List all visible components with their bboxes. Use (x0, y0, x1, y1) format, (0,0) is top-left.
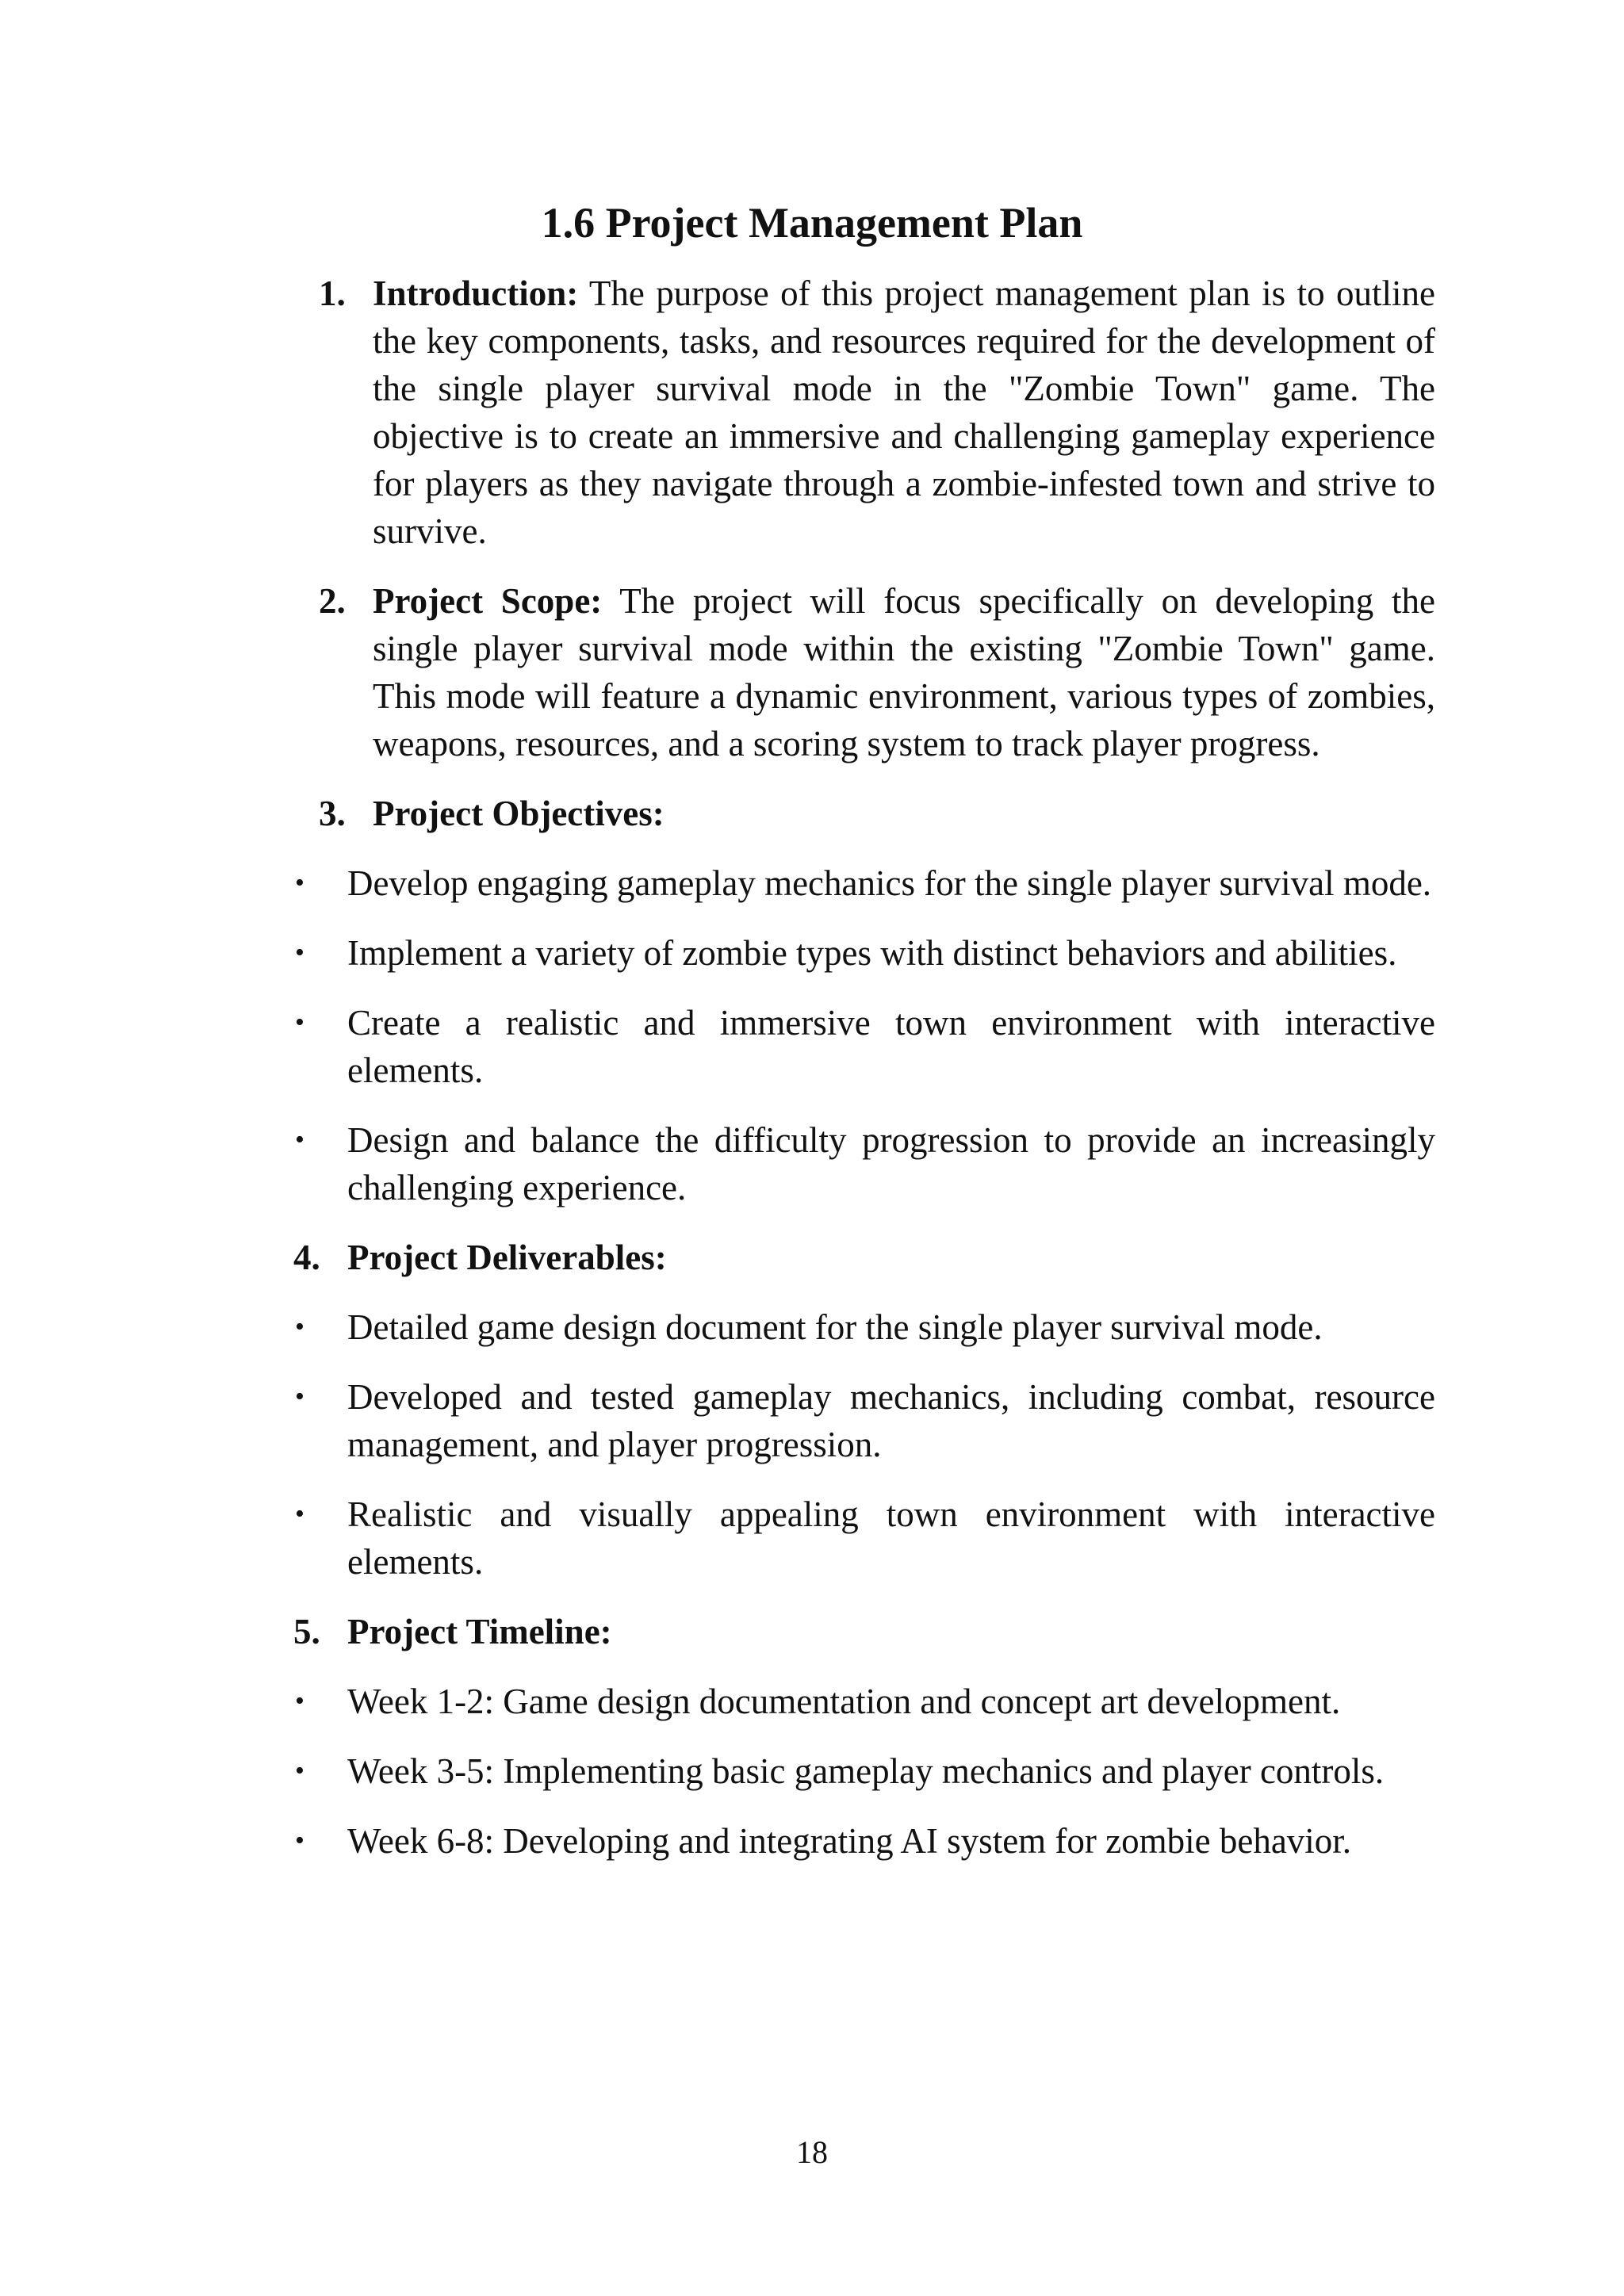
section-number: 1. (319, 274, 346, 313)
section-heading: Project Scope: (373, 581, 603, 621)
list-item-text: Developed and tested gameplay mechanics, including combat, resource management, and player progression. (347, 1377, 1435, 1464)
bullet-icon: • (295, 1008, 304, 1037)
list-item-text: Design and balance the difficulty progression to provide an increasingly challenging experience. (347, 1120, 1435, 1207)
bullet-icon: • (295, 1382, 304, 1411)
list-item (295, 1303, 1435, 1351)
list-item-text: Realistic and visually appealing town environment with interactive elements. (347, 1494, 1435, 1582)
bullet-icon: • (295, 1756, 304, 1785)
page-title: 1.6 Project Management Plan (541, 199, 1083, 247)
bullet-icon: • (295, 1125, 304, 1154)
list-item (295, 859, 1435, 907)
list-item (295, 1373, 1435, 1468)
list-item-text: Create a realistic and immersive town environment with interactive elements. (347, 1003, 1435, 1090)
document-body (0, 270, 1624, 1865)
section-deliverables-heading (293, 1234, 1435, 1281)
list-item (295, 1747, 1435, 1795)
bullet-icon: • (295, 938, 304, 967)
bullet-icon: • (295, 868, 304, 897)
bullet-icon: • (295, 1826, 304, 1855)
section-heading: Project Timeline: (347, 1612, 612, 1651)
list-item (295, 1116, 1435, 1211)
list-item-text: Detailed game design document for the single player survival mode. (347, 1307, 1323, 1347)
list-item-text: Implement a variety of zombie types with distinct behaviors and abilities. (347, 933, 1397, 973)
section-timeline-heading (293, 1608, 1435, 1655)
bullet-icon: • (295, 1312, 304, 1341)
section-number: 3. (319, 794, 346, 833)
list-item-text: Develop engaging gameplay mechanics for the single player survival mode. (347, 863, 1432, 903)
section-heading: Project Deliverables: (347, 1238, 667, 1277)
list-item-text: Week 3-5: Implementing basic gameplay mechanics and player controls. (347, 1751, 1385, 1791)
section-heading: Introduction: (373, 274, 579, 313)
list-item-text: Week 1-2: Game design documentation and concept art development. (347, 1682, 1341, 1721)
section-number: 2. (319, 581, 346, 621)
section-text: The purpose of this project management plan is to outline the key components, tasks, and resources required for the development of the single player survival mode in the "Zombie Town" game. The objective is to create an immersive and challenging gameplay experience for players as they navigate through a zombie-infested town and strive to survive. (373, 274, 1435, 551)
page-number: 18 (796, 2134, 828, 2170)
section-introduction (319, 270, 1435, 555)
list-item (295, 929, 1435, 977)
section-objectives-heading (319, 790, 1435, 837)
list-item (295, 999, 1435, 1094)
section-number: 5. (293, 1612, 320, 1651)
list-item-text: Week 6-8: Developing and integrating AI system for zombie behavior. (347, 1821, 1352, 1861)
list-item (295, 1678, 1435, 1725)
bullet-icon: • (295, 1499, 304, 1529)
bullet-icon: • (295, 1686, 304, 1716)
list-item (295, 1490, 1435, 1586)
section-text: The project will focus specifically on developing the single player survival mode within the existing "Zombie Town" game. This mode will feature a dynamic environment, various types of zombies, weapons, resources, and a scoring system to track player progress. (373, 581, 1435, 763)
section-scope (319, 577, 1435, 767)
list-item (295, 1817, 1435, 1865)
section-number: 4. (293, 1238, 320, 1277)
section-heading: Project Objectives: (373, 794, 665, 833)
